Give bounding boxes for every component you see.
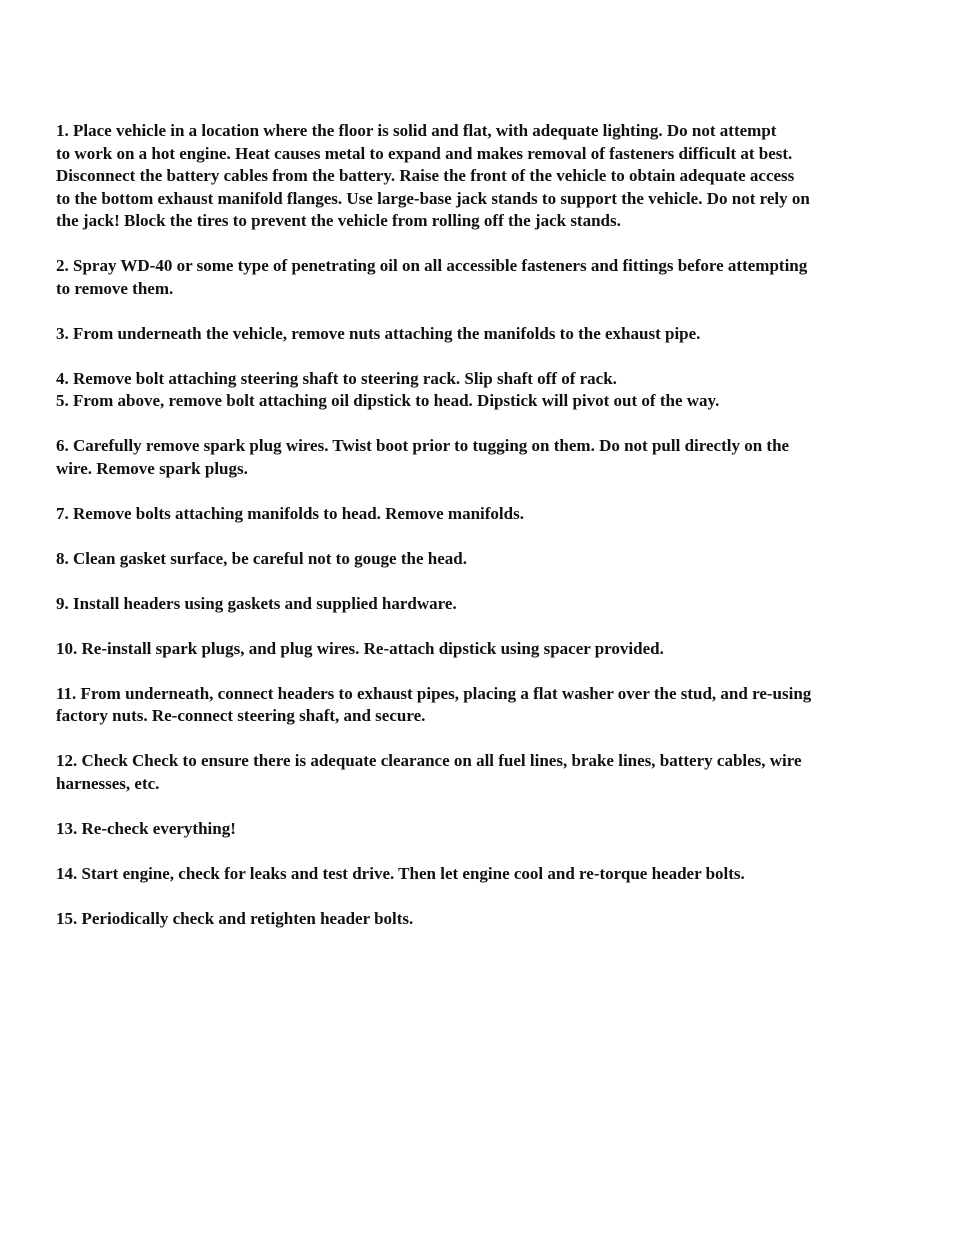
instructions-document: [56, 120, 906, 953]
step-15: 15. Periodically check and retighten header bolts.: [56, 908, 414, 928]
step-10: 10. Re-install spark plugs, and plug wires. Re-attach dipstick using spacer provided.: [56, 638, 664, 658]
step-14: 14. Start engine, check for leaks and test drive. Then let engine cool and re-torque header bolts.: [56, 863, 745, 883]
step-5: 5. From above, remove bolt attaching oil dipstick to head. Dipstick will pivot out of the way.: [56, 391, 720, 410]
step-8: 8. Clean gasket surface, be careful not to gouge the head.: [56, 548, 467, 568]
step-1: 1. Place vehicle in a location where the floor is solid and flat, with adequate lighting. Do not attempt to work on a hot engine. Heat causes metal to expand and makes removal of fasteners difficult at best. Disconnect the battery cables from the battery. Raise the front of the vehicle to obtain adequate access to the bottom exhaust manifold flanges. Use large-base jack stands to support the vehicle. Do not rely on the jack! Block the tires to prevent the vehicle from rolling off the jack stands.: [56, 121, 810, 230]
step-13: 13. Re-check everything!: [56, 818, 236, 838]
step-7: 7. Remove bolts attaching manifolds to head. Remove manifolds.: [56, 503, 524, 523]
step-2: 2. Spray WD-40 or some type of penetrating oil on all accessible fasteners and fittings before attempting to remove them.: [56, 256, 808, 298]
step-9: 9. Install headers using gaskets and supplied hardware.: [56, 593, 457, 613]
step-11: 11. From underneath, connect headers to exhaust pipes, placing a flat washer over the stud, and re-using factory nuts. Re-connect steering shaft, and secure.: [56, 683, 812, 725]
step-4: 4. Remove bolt attaching steering shaft to steering rack. Slip shaft off of rack.: [56, 368, 617, 388]
step-3: 3. From underneath the vehicle, remove nuts attaching the manifolds to the exhaust pipe.: [56, 323, 701, 343]
step-6: 6. Carefully remove spark plug wires. Twist boot prior to tugging on them. Do not pull directly on the wire. Remove spark plugs.: [56, 436, 790, 478]
step-12: 12. Check Check to ensure there is adequate clearance on all fuel lines, brake lines, battery cables, wire harnesses, etc.: [56, 751, 802, 793]
